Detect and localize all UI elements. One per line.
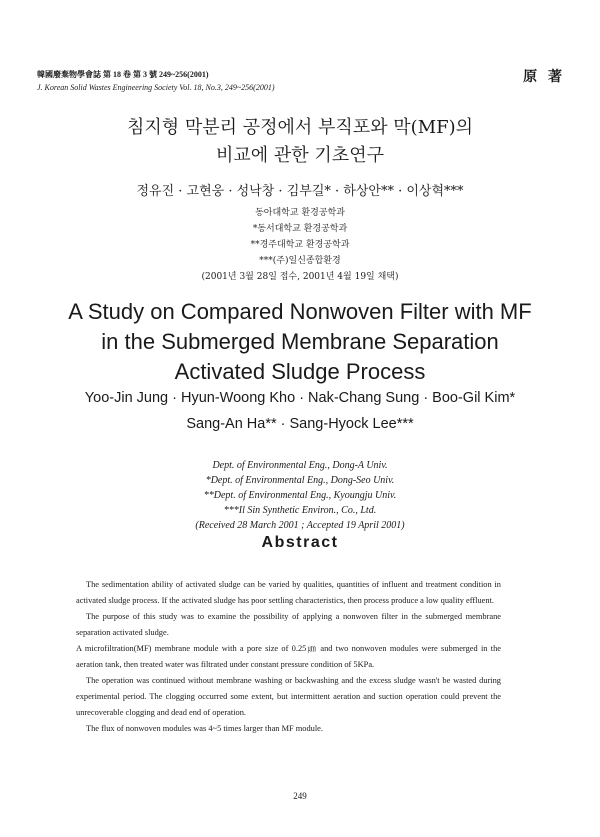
english-title-line-3: Activated Sludge Process [174,359,426,384]
page-number: 249 [293,791,307,801]
korean-received-date: (2001년 3월 28일 접수, 2001년 4월 19일 채택) [201,272,399,282]
english-title-line-2: in the Submerged Membrane Separation [101,329,499,354]
journal-name-korean: 韓國廢棄物學會誌 第 18 卷 第 3 號 249~256(2001) [37,70,209,79]
korean-affiliation-4: ***(주)일신종합환경 [259,256,341,266]
korean-authors: 정유진 · 고현웅 · 성낙창 · 김부길* · 하상안** · 이상혁*** [136,184,464,199]
english-authors [0,385,600,437]
abstract-paragraph-4: The operation was continued without membrane washing or backwashing and the excess sludge wasn't be wasted during experimental period. The clogging occurred some extent, but intermittent aeration and suction operation could prevent the unrecoverable clogging and dead end of operation. [76,676,501,717]
english-affiliation-4: ***Il Sin Synthetic Environ., Co., Ltd. [223,505,377,516]
korean-affiliation-3: **경주대학교 환경공학과 [250,240,350,250]
english-affiliations [0,458,600,533]
english-title-line-1: A Study on Compared Nonwoven Filter with MF [68,299,532,324]
english-authors-line-2: Sang-An Ha** · Sang-Hyock Lee*** [186,416,414,432]
abstract-paragraph-3: A microfiltration(MF) membrane module with a pore size of 0.25㎛ and two nonwoven modules were submerged in the aeration tank, then treated water was filtrated under constant pressure condition of 5KPa. [76,644,501,669]
abstract-paragraph-5: The flux of nonwoven modules was 4~5 times larger than MF module. [86,724,323,733]
english-affiliation-1: Dept. of Environmental Eng., Dong-A Univ. [212,460,388,471]
korean-title [0,114,600,170]
journal-name-english: J. Korean Solid Wastes Engineering Society Vol. 18, No.3, 249~256(2001) [37,83,275,92]
korean-title-line-1: 침지형 막분리 공정에서 부직포와 막(MF)의 [126,117,474,138]
abstract-heading: Abstract [261,534,339,551]
article-type: 原 著 [523,69,565,85]
abstract-body [76,577,501,737]
journal-header [37,68,275,94]
english-affiliation-2: *Dept. of Environmental Eng., Dong-Seo Univ. [205,475,395,486]
english-received-date: (Received 28 March 2001 ; Accepted 19 April 2001) [195,520,405,531]
korean-affiliation-1: 동아대학교 환경공학과 [255,208,345,218]
abstract-paragraph-1: The sedimentation ability of activated sludge can be varied by qualities, quantities of influent and treatment condition in activated sludge process. If the activated sludge has poor settling characteristics, then process produce a low quality effluent. [76,580,501,605]
abstract-paragraph-2: The purpose of this study was to examine the possibility of applying a nonwoven filter in the submerged membrane separation activated sludge. [76,612,501,637]
korean-title-line-2: 비교에 관한 기초연구 [216,145,384,166]
korean-affiliations [0,205,600,285]
english-title [0,297,600,387]
english-authors-line-1: Yoo-Jin Jung · Hyun-Woong Kho · Nak-Chang Sung · Boo-Gil Kim* [84,390,516,406]
korean-affiliation-2: *동서대학교 환경공학과 [252,224,348,234]
english-affiliation-3: **Dept. of Environmental Eng., Kyoungju Univ. [203,490,397,501]
